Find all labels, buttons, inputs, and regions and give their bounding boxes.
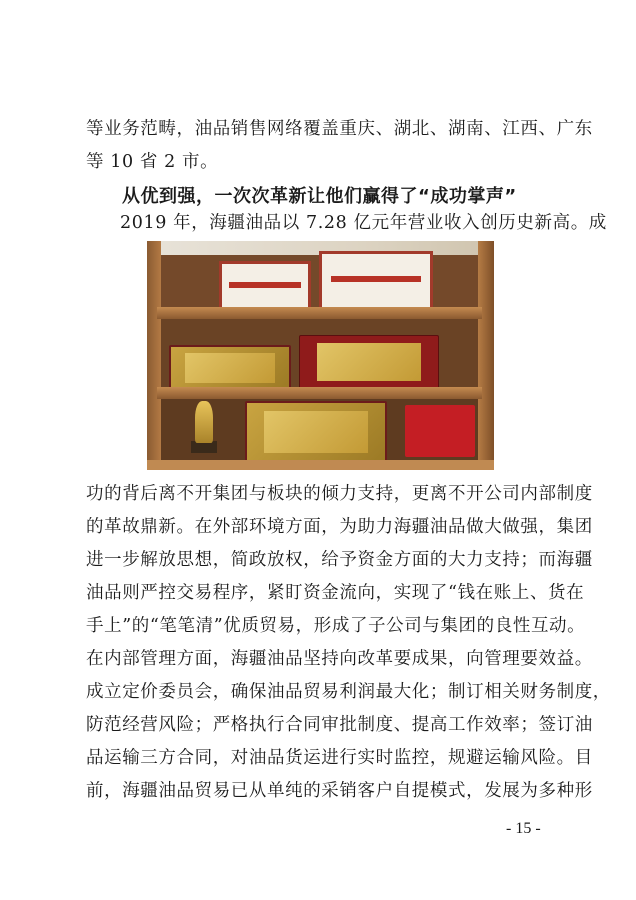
- intro-line: 2019 年，海疆油品以 7.28 亿元年营业收入创历史新高。成: [120, 213, 607, 233]
- body-line: 品运输三方合同，对油品货运进行实时监控，规避运输风险。目: [86, 748, 593, 768]
- body-line: 油品则严控交易程序，紧盯资金流向，实现了“钱在账上、货在: [86, 583, 585, 603]
- plaque-2019-quality: [245, 401, 387, 463]
- certificate-2: [319, 251, 433, 313]
- awards-photo: [147, 241, 494, 470]
- trophy-icon: [195, 401, 213, 443]
- shelf-3: [147, 460, 494, 470]
- body-line: 手上”的“笔笔清”优质贸易，形成了子公司与集团的良性互动。: [86, 616, 586, 636]
- certificate-1: [219, 261, 311, 313]
- body-line: 功的背后离不开集团与板块的倾力支持，更离不开公司内部制度: [86, 484, 593, 504]
- plaque-2017-gold: [299, 335, 439, 389]
- body-line: 成立定价委员会，确保油品贸易利润最大化；制订相关财务制度，: [86, 682, 611, 702]
- body-line: 防范经营风险；严格执行合同审批制度、提高工作效率；签订油: [86, 715, 593, 735]
- body-line: 在内部管理方面，海疆油品坚持向改革要成果，向管理要效益。: [86, 649, 593, 669]
- cabinet-right: [478, 241, 494, 470]
- body-line-2: 等 10 省 2 市。: [86, 152, 219, 172]
- section-heading: 从优到强，一次次革新让他们赢得了“成功掌声”: [122, 186, 517, 207]
- honor-certificate-box: [405, 405, 475, 457]
- body-line-1: 等业务范畴，油品销售网络覆盖重庆、湖北、湖南、江西、广东: [86, 119, 593, 139]
- plaque-2017-excellent: [169, 345, 291, 391]
- shelf-2: [157, 387, 482, 399]
- cabinet-left: [147, 241, 161, 470]
- shelf-1: [157, 307, 482, 319]
- body-line: 前，海疆油品贸易已从单纯的采销客户自提模式，发展为多种形: [86, 781, 593, 801]
- body-line: 进一步解放思想，简政放权，给予资金方面的大力支持；而海疆: [86, 550, 593, 570]
- body-line: 的革故鼎新。在外部环境方面，为助力海疆油品做大做强，集团: [86, 517, 593, 537]
- page-number: - 15 -: [506, 820, 541, 837]
